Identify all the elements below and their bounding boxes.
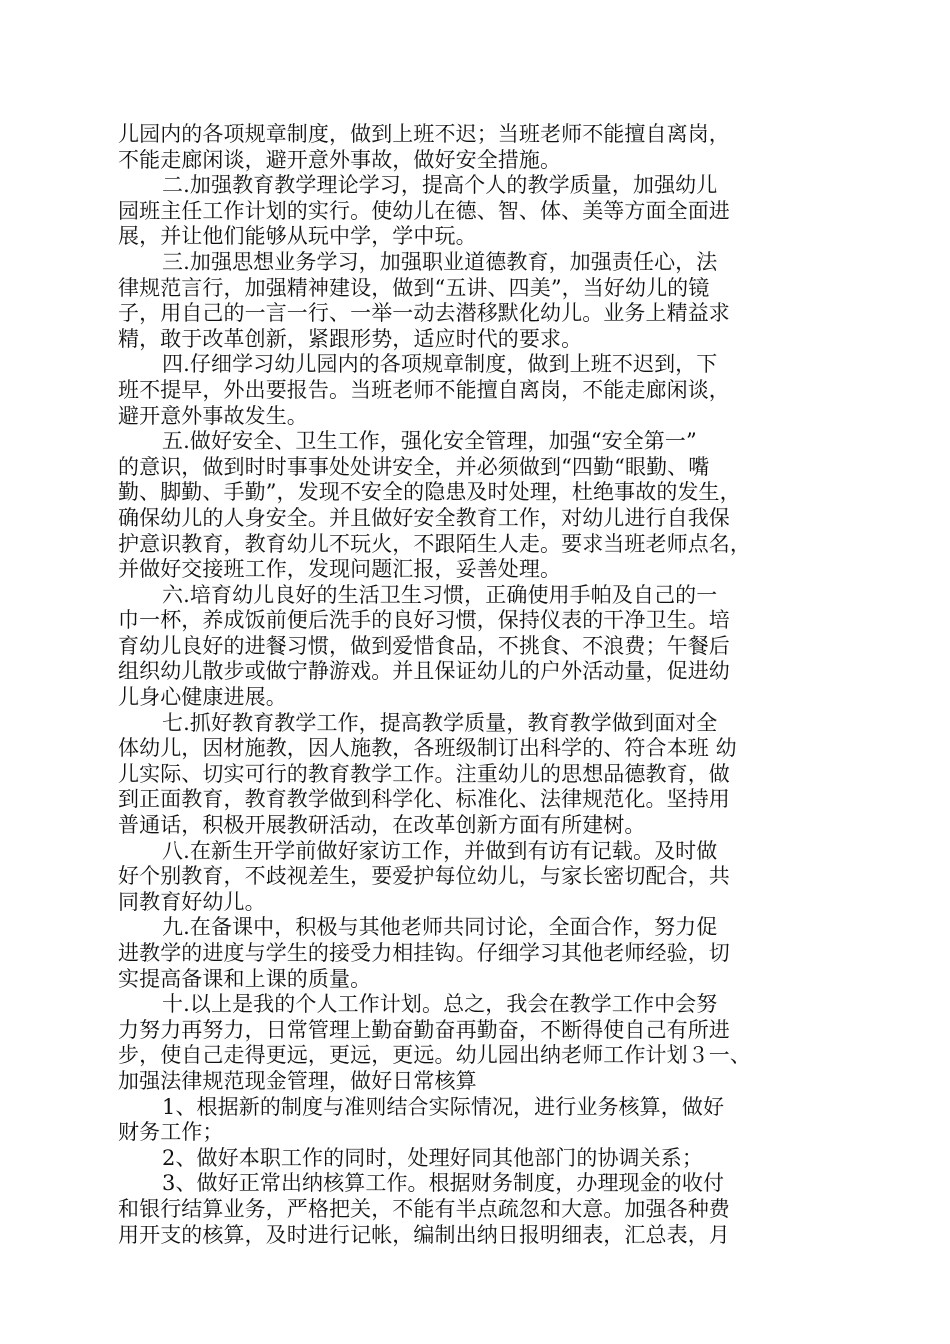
text-line: 避开意外事故发生。 bbox=[118, 403, 308, 428]
document-body bbox=[118, 122, 830, 1248]
text-line: 二.加强教育教学理论学习，提高个人的教学质量，加强幼儿 bbox=[162, 173, 718, 198]
text-line: 四.仔细学习幼儿园内的各项规章制度，做到上班不迟到，下 bbox=[162, 352, 718, 377]
text-line: 好个别教育，不歧视差生，要爱护每位幼儿，与家长密切配合，共 bbox=[118, 864, 730, 889]
text-line: 八.在新生开学前做好家访工作，并做到有访有记载。及时做 bbox=[162, 838, 718, 863]
text-line: 到正面教育，教育教学做到科学化、标准化、法律规范化。坚持用 bbox=[118, 787, 730, 812]
text-line: 展，并让他们能够从玩中学，学中玩。 bbox=[118, 224, 477, 249]
text-line: 并做好交接班工作，发现问题汇报，妥善处理。 bbox=[118, 557, 562, 582]
text-line: 普通话，积极开展教研活动，在改革创新方面有所建树。 bbox=[118, 813, 646, 838]
text-line: 勤、脚勤、手勤”，发现不安全的隐患及时处理，杜绝事故的发生， bbox=[118, 480, 741, 505]
text-line: 和银行结算业务，严格把关，不能有半点疏忽和大意。加强各种费 bbox=[118, 1196, 730, 1221]
text-line: 九.在备课中，积极与其他老师共同讨论，全面合作，努力促 bbox=[162, 915, 718, 940]
text-line: 育幼儿良好的进餐习惯，做到爱惜食品，不挑食、不浪费；午餐后 bbox=[118, 633, 730, 658]
text-line: 财务工作； bbox=[118, 1120, 224, 1145]
text-line: 不能走廊闲谈，避开意外事故，做好安全措施。 bbox=[118, 147, 562, 172]
text-line: 用开支的核算，及时进行记帐，编制出纳日报明细表，汇总表，月 bbox=[118, 1222, 730, 1247]
text-line: 儿园内的各项规章制度，做到上班不迟；当班老师不能擅自离岗， bbox=[118, 122, 730, 146]
text-line: 五.做好安全、卫生工作，强化安全管理，加强“安全第一” bbox=[162, 429, 697, 454]
text-line: 精，敢于改革创新，紧跟形势，适应时代的要求。 bbox=[118, 326, 583, 351]
text-line: 儿身心健康进展。 bbox=[118, 685, 287, 710]
text-line: 加强法律规范现金管理，做好日常核算 bbox=[118, 1068, 477, 1093]
text-line: 实提高备课和上课的质量。 bbox=[118, 966, 372, 991]
text-line: 子，用自己的一言一行、一举一动去潜移默化幼儿。业务上精益求 bbox=[118, 301, 730, 326]
text-line: 3、做好正常出纳核算工作。根据财务制度，办理现金的收付 bbox=[162, 1171, 725, 1196]
text-line: 三.加强思想业务学习，加强职业道德教育，加强责任心，法 bbox=[162, 249, 718, 274]
text-line: 组织幼儿散步或做宁静游戏。并且保证幼儿的户外活动量，促进幼 bbox=[118, 659, 730, 684]
text-line: 步，使自己走得更远，更远，更远。幼儿园出纳老师工作计划３一、 bbox=[118, 1043, 751, 1068]
text-line: 体幼儿，因材施教，因人施教，各班级制订出科学的、符合本班 幼 bbox=[118, 736, 737, 761]
text-line: 园班主任工作计划的实行。使幼儿在德、智、体、美等方面全面进 bbox=[118, 198, 730, 223]
text-line: 律规范言行，加强精神建设，做到“五讲、四美”，当好幼儿的镜 bbox=[118, 275, 710, 300]
text-line: 确保幼儿的人身安全。并且做好安全教育工作，对幼儿进行自我保 bbox=[118, 505, 730, 530]
text-line: 护意识教育，教育幼儿不玩火，不跟陌生人走。要求当班老师点名， bbox=[118, 531, 751, 556]
text-line: 巾一杯，养成饭前便后洗手的良好习惯，保持仪表的干净卫生。培 bbox=[118, 608, 730, 633]
text-line: 的意识，做到时时事事处处讲安全，并必须做到“四勤“眼勤、嘴 bbox=[118, 454, 710, 479]
text-line: 力努力再努力，日常管理上勤奋勤奋再勤奋，不断得使自己有所进 bbox=[118, 1017, 730, 1042]
text-line: 儿实际、切实可行的教育教学工作。注重幼儿的思想品德教育，做 bbox=[118, 761, 730, 786]
text-line: 班不提早，外出要报告。当班老师不能擅自离岗，不能走廊闲谈， bbox=[118, 377, 730, 402]
text-line: 六.培育幼儿良好的生活卫生习惯，正确使用手帕及自己的一 bbox=[162, 582, 718, 607]
text-line: 2、做好本职工作的同时，处理好同其他部门的协调关系； bbox=[162, 1145, 703, 1170]
text-line: 1、根据新的制度与准则结合实际情况，进行业务核算，做好 bbox=[162, 1094, 725, 1119]
text-line: 十.以上是我的个人工作计划。总之，我会在教学工作中会努 bbox=[162, 992, 718, 1017]
text-line: 进教学的进度与学生的接受力相挂钩。仔细学习其他老师经验，切 bbox=[118, 941, 730, 965]
text-line: 同教育好幼儿。 bbox=[118, 889, 266, 914]
text-line: 七.抓好教育教学工作，提高教学质量，教育教学做到面对全 bbox=[162, 710, 718, 735]
